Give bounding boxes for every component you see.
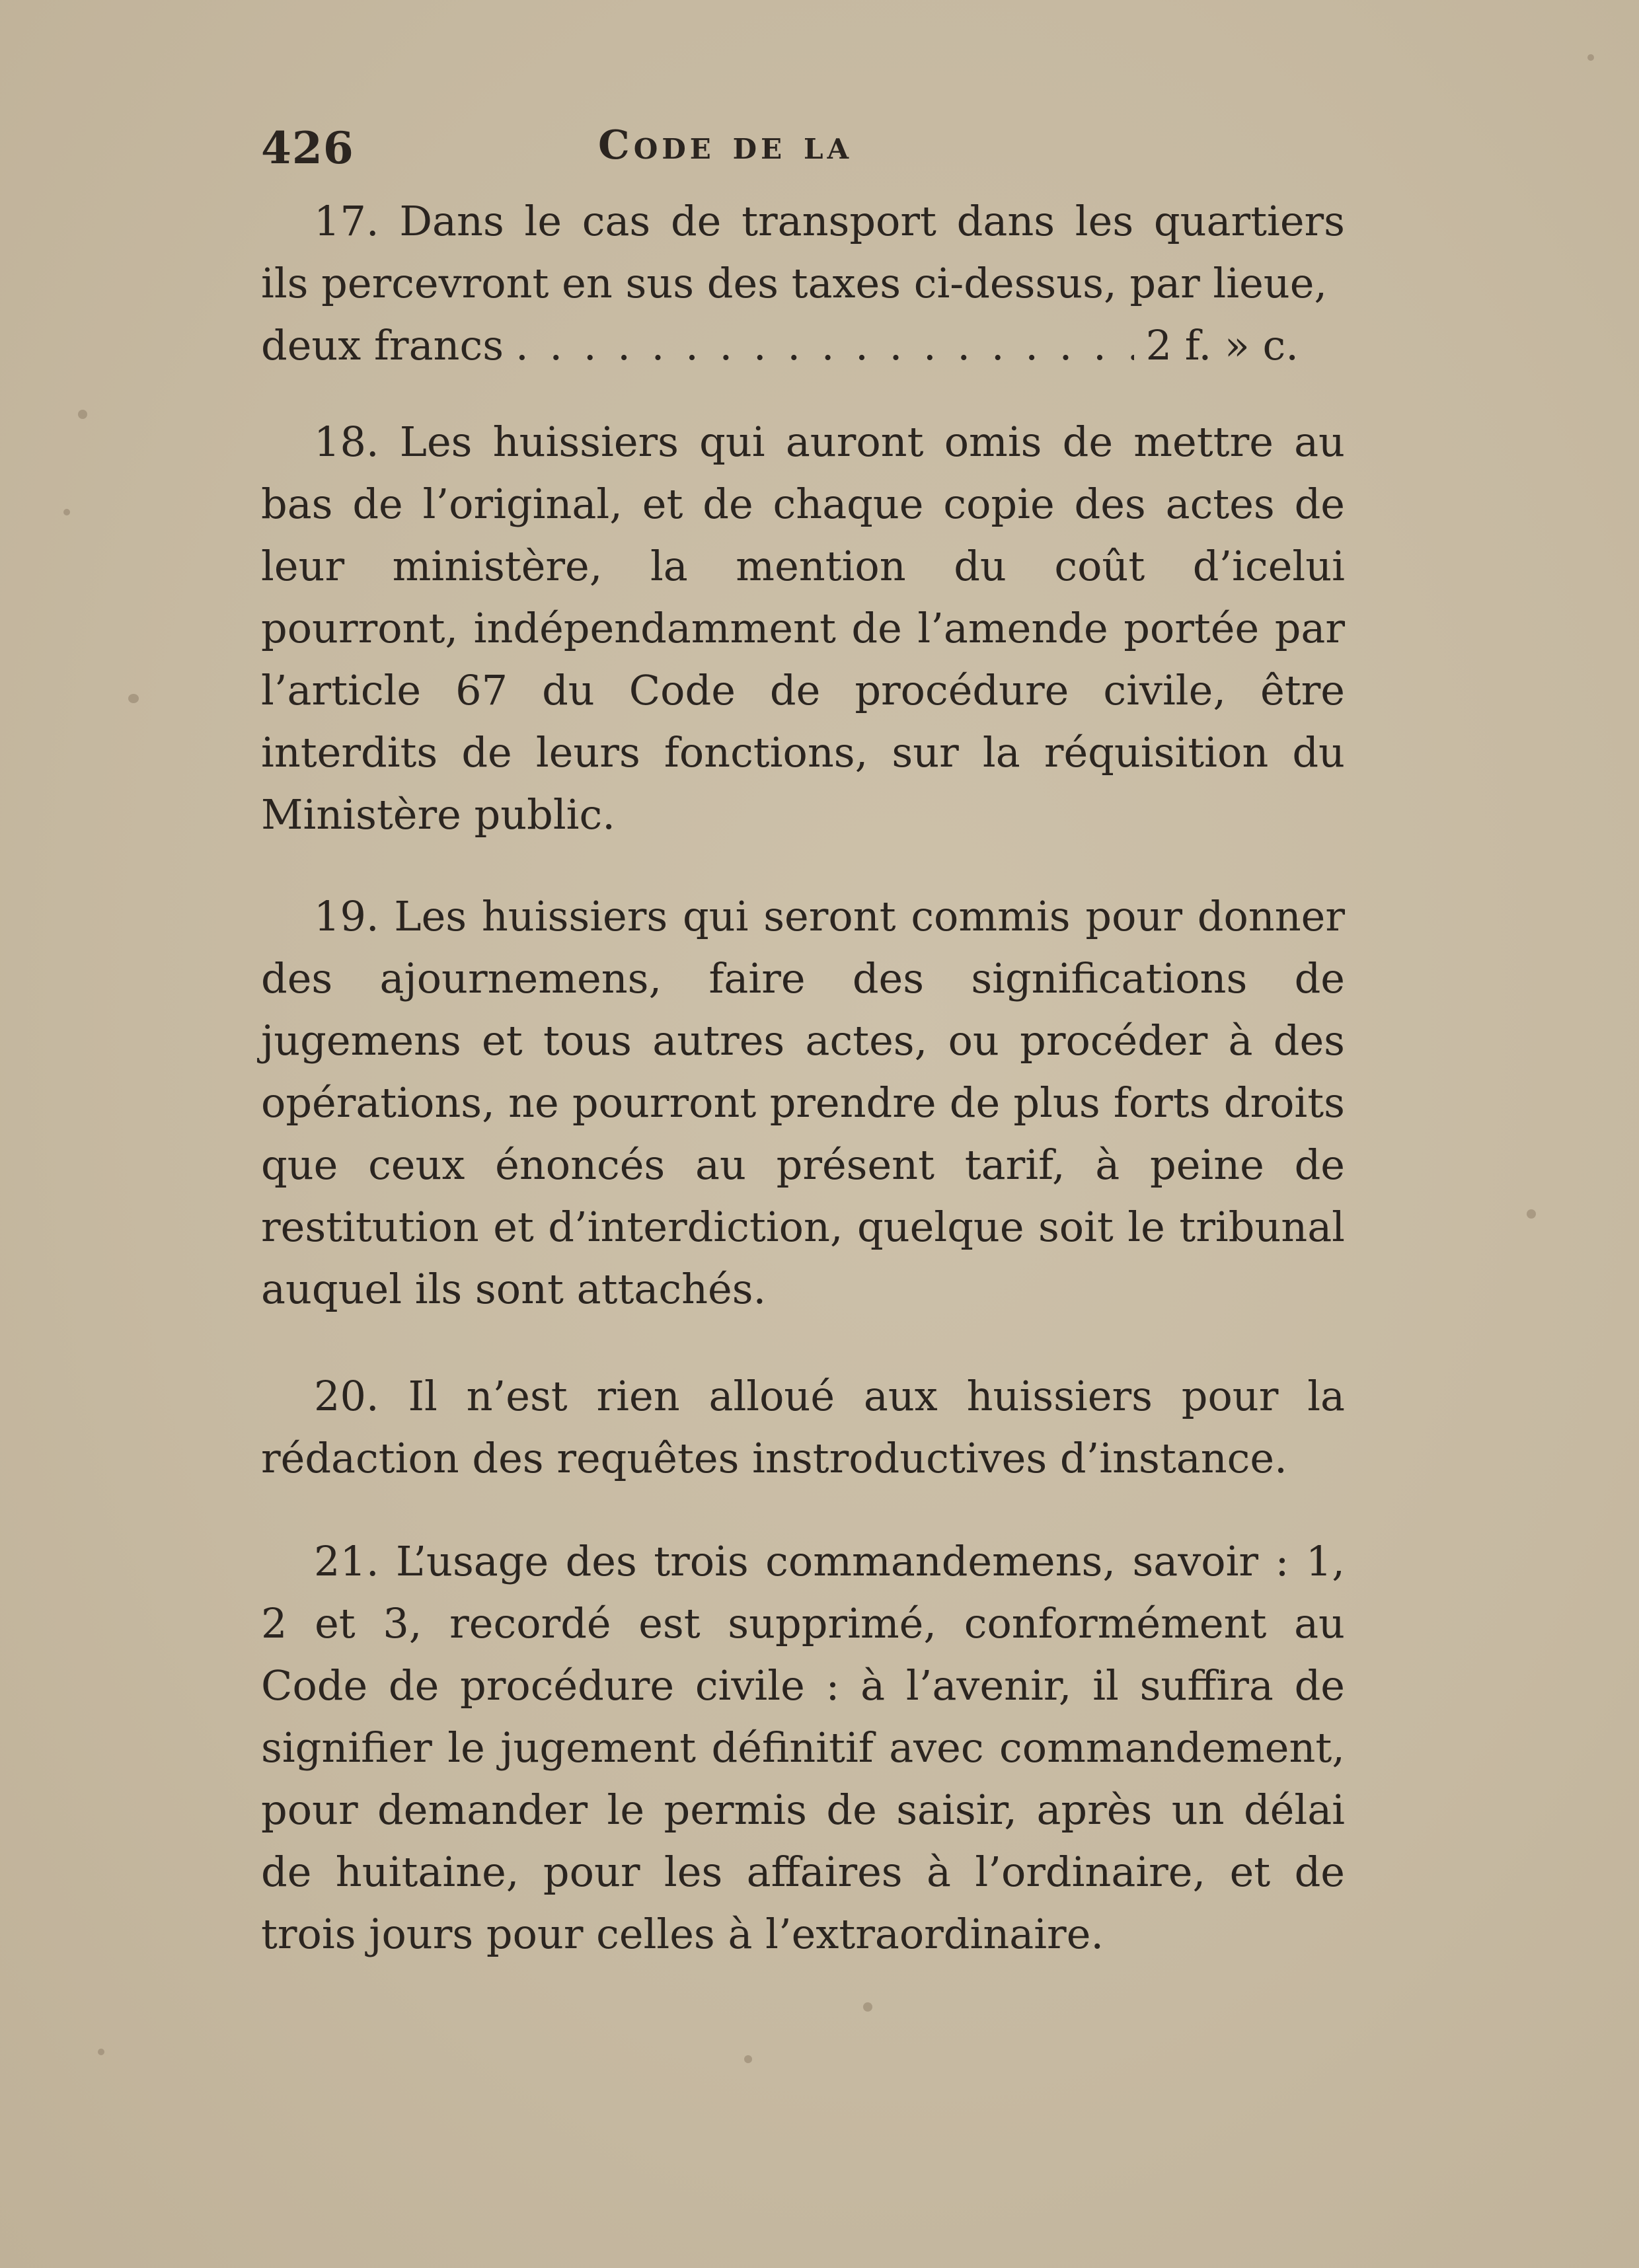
paper-speck [1527,1209,1536,1219]
fee-line [261,315,1345,377]
article-21: 21. L’usage des trois commandemens, savoir : 1, 2 et 3, recordé est supprimé, conformément au Code de procédure civile : à l’avenir, il suffira de signifier le jugement définitif avec commandement, pour demander le permis de saisir, après un délai de huitaine, pour les affaires à l’ordinaire, et de trois jours pour celles à l’extraordinaire. [261,1537,1345,1958]
article-19: 19. Les huissiers qui seront commis pour donner des ajournemens, faire des significations de jugemens et tous autres actes, ou procéder à des opérations, ne pourront prendre de plus forts droits que ceux énoncés au présent tarif, à peine de restitution et d’interdiction, quelque soit le tribunal auquel ils sont attachés. [261,892,1345,1313]
dot-leader [515,315,1134,377]
paper-speck [863,2002,872,2012]
fee-amount: 2 f. » c. [1145,321,1299,369]
paper-speck [63,509,70,515]
running-title: Code de la [598,122,853,169]
page-number: 426 [261,122,354,174]
paper-speck [78,410,87,419]
paper-speck [128,694,139,703]
fee-label: deux francs [261,321,504,369]
article-17: 17. Dans le cas de transport dans les quartiers ils percevront en sus des taxes ci-dessus, par lieue, [261,197,1345,307]
paper-speck [98,2049,104,2055]
article-20: 20. Il n’est rien alloué aux huissiers pour la rédaction des requêtes instroductives d’instance. [261,1372,1345,1482]
article-18: 18. Les huissiers qui auront omis de mettre au bas de l’original, et de chaque copie des actes de leur ministère, la mention du coût d’icelui pourront, indépendamment de l’amende portée par l’article 67 du Code de procédure civile, être interdits de leurs fonctions, sur la réquisition du Ministère public. [261,418,1345,839]
paper-speck [1587,54,1594,61]
page-body [261,190,1345,1965]
page-header [261,122,1345,182]
paper-speck [744,2055,752,2063]
